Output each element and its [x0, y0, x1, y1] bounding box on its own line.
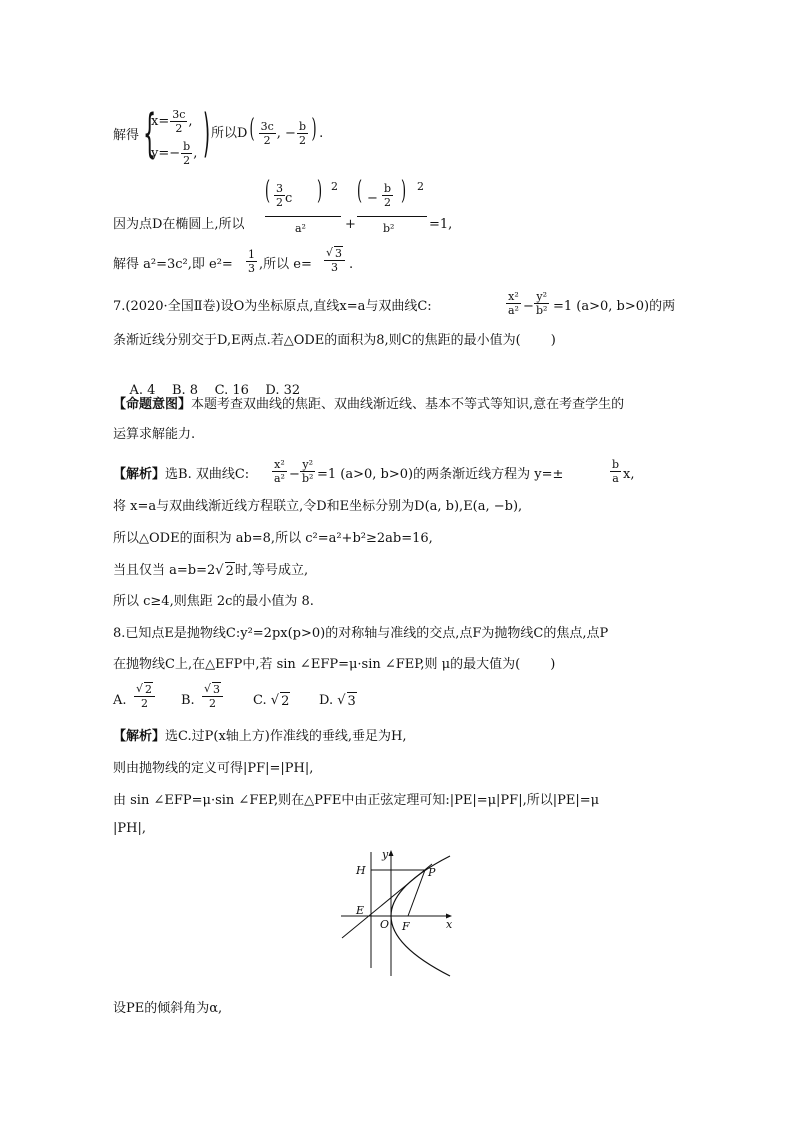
text: 由 sin ∠EFP=μ·sin ∠FEP,则在△PFE中由正弦定理可知:|PE|=μ|PF|,所以|PE|=μ	[113, 793, 600, 808]
ans7-line-2	[113, 498, 522, 516]
last-line	[113, 1000, 222, 1018]
text: 解得	[113, 128, 140, 143]
den: 2	[183, 154, 191, 167]
ans7-line-4	[113, 562, 308, 581]
text: 7.(2020·全国Ⅱ卷)设O为坐标原点,直线x=a与双曲线C:	[113, 299, 432, 314]
num: b	[612, 458, 620, 471]
sup: 2	[417, 180, 424, 193]
text: ,	[193, 146, 198, 161]
text: 当且仅当 a=b=2	[113, 563, 216, 578]
text: 选B. 双曲线C:	[165, 467, 250, 482]
text: )	[550, 333, 556, 348]
num: x²	[508, 290, 519, 303]
text: 将 x=a与双曲线渐近线方程联立,令D和E坐标分别为D(a, b),E(a, −b),	[113, 499, 523, 514]
sqrt: √ 2	[270, 693, 290, 709]
text: y=−	[151, 146, 181, 161]
label-h: H	[356, 864, 366, 877]
num	[134, 682, 155, 697]
den: 2	[298, 134, 306, 147]
paren: (	[357, 176, 363, 206]
fraction	[506, 290, 521, 317]
q7-line-2	[113, 332, 556, 350]
text: 在抛物线C上,在△EFP中,若 sin ∠EFP=μ·sin ∠FEP,则 μ的最大值为(	[113, 657, 521, 672]
num: y²	[302, 458, 314, 471]
text: 设PE的倾斜角为α,	[113, 1001, 223, 1016]
den: 2	[209, 697, 216, 710]
text: 条渐近线分别交于D,E两点.若△ODE的面积为8,则C的焦距的最小值为(	[113, 333, 521, 348]
den: a	[612, 472, 619, 485]
fraction-bar	[357, 216, 427, 217]
parabola-figure	[336, 846, 466, 986]
den: a²	[295, 222, 306, 235]
fraction	[134, 682, 155, 710]
option-b: B.	[181, 693, 195, 708]
ans8-line-2	[113, 760, 313, 778]
ans-label	[113, 466, 249, 484]
num: 1	[248, 248, 255, 261]
fraction	[610, 458, 621, 485]
text: =1 (a>0, b>0)的两条渐近线方程为 y=±	[317, 467, 564, 482]
text: 运算求解能力.	[113, 427, 196, 442]
den: b²	[383, 222, 395, 235]
right-brace: )	[203, 104, 211, 164]
sqrt: √ 3	[337, 693, 356, 709]
num: b	[298, 120, 306, 133]
point-d: 所以D( $\frac{3c}{2}$ , − $\frac{b}{2}$ ) .	[211, 114, 324, 147]
text: )	[550, 657, 556, 672]
text: −	[289, 467, 300, 482]
sup: 2	[331, 180, 338, 193]
fraction	[324, 246, 345, 274]
fraction	[170, 108, 187, 135]
sqrt: √ 2	[215, 563, 234, 579]
fraction	[202, 682, 223, 710]
text: −	[523, 299, 534, 314]
text: ,	[188, 114, 193, 129]
y-axis-arrow	[389, 850, 394, 856]
fraction-bar	[265, 216, 341, 217]
den: 2	[276, 196, 283, 209]
tag: 【解析】	[113, 729, 166, 744]
tag: 【解析】	[113, 467, 166, 482]
label-y: y	[382, 848, 389, 861]
option-c	[253, 692, 290, 711]
text: 本题考查双曲线的焦距、双曲线渐近线、基本不等式等知识,意在考查学生的	[191, 397, 625, 412]
paren: )	[311, 114, 317, 144]
text: |PH|,	[113, 821, 146, 836]
num: b	[183, 140, 191, 153]
text: x=	[151, 114, 170, 129]
label-f: F	[402, 920, 410, 933]
left-brace: {	[143, 104, 157, 164]
intent-line-2	[113, 426, 195, 444]
tag: 【命题意图】	[113, 397, 192, 412]
sqrt: √ 3	[326, 246, 343, 260]
den: 2	[263, 134, 271, 147]
den: b²	[302, 472, 314, 485]
text: 8.已知点E是抛物线C:y²=2px(p>0)的对称轴与准线的交点,点F为抛物线C的焦点,点P	[113, 626, 609, 641]
fraction	[297, 120, 308, 147]
text: , −	[276, 126, 296, 141]
text: 时,等号成立,	[234, 563, 309, 578]
radicand: 3	[213, 683, 221, 696]
fraction	[181, 140, 192, 167]
text: C.	[253, 693, 267, 708]
num: x²	[274, 458, 285, 471]
ans8-line-3	[113, 792, 599, 810]
text: +	[345, 217, 356, 232]
q8-line-2	[113, 656, 555, 674]
num: 3	[276, 182, 283, 195]
ans7-line-3	[113, 530, 433, 548]
text: =1,	[429, 217, 453, 232]
q8-line-1	[113, 625, 608, 643]
text: =1 (a>0, b>0)的两	[553, 299, 676, 314]
radicand: 3	[335, 247, 343, 260]
text: .	[349, 257, 354, 272]
option-a: A.	[113, 693, 127, 708]
text: 所以△ODE的面积为 ab=8,所以 c²=a²+b²≥2ab=16,	[113, 531, 433, 546]
paren: )	[401, 176, 407, 206]
num	[324, 246, 345, 261]
text: 解得 a²=3c²,即 e²=	[113, 257, 233, 272]
den: 2	[175, 122, 183, 135]
fraction	[300, 458, 315, 485]
paren: (	[265, 176, 271, 206]
intent-line-1	[113, 396, 624, 414]
fraction	[272, 458, 287, 485]
text: −	[367, 191, 378, 206]
label-e: E	[356, 904, 365, 917]
den: 2	[141, 697, 148, 710]
fraction	[259, 120, 276, 147]
sqrt: √ 3	[204, 682, 221, 696]
num: b	[384, 182, 392, 195]
num: 3c	[260, 120, 274, 133]
text: c	[285, 191, 293, 206]
den: a²	[508, 304, 519, 317]
num	[202, 682, 223, 697]
fraction	[382, 182, 393, 209]
fraction	[534, 290, 549, 317]
text: 因为点D在椭圆上,所以	[113, 217, 245, 232]
radicand: 2	[145, 683, 153, 696]
label-p: P	[428, 866, 436, 879]
den: 3	[248, 262, 255, 275]
options-text: A. 4 B. 8 C. 16 D. 32	[129, 383, 301, 398]
num: 3c	[172, 108, 186, 121]
den: b²	[536, 304, 548, 317]
text: 选C.过P(x轴上方)作准线的垂线,垂足为H,	[165, 729, 407, 744]
paren: (	[249, 114, 256, 144]
text: ,所以 e=	[259, 257, 312, 272]
sqrt: √ 2	[136, 682, 153, 696]
text: D.	[319, 693, 334, 708]
paren: )	[317, 176, 323, 206]
label-o: O	[380, 918, 390, 931]
radicand: 2	[225, 564, 234, 579]
ans8-line-4	[113, 820, 146, 838]
label-x: x	[446, 918, 453, 931]
text: 则由抛物线的定义可得|PF|=|PH|,	[113, 761, 314, 776]
text: x,	[623, 467, 635, 482]
ans7-line-5	[113, 593, 314, 611]
radicand: 3	[347, 694, 356, 709]
fraction	[274, 182, 285, 209]
ans8-line-1	[113, 728, 406, 746]
radicand: 2	[281, 694, 290, 709]
option-d	[319, 692, 357, 711]
text: 所以 c≥4,则焦距 2c的最小值为 8.	[113, 594, 314, 609]
x-eq	[151, 108, 193, 135]
text: 所以D	[211, 126, 248, 141]
den: 2	[384, 196, 392, 209]
fraction	[246, 248, 257, 275]
num: y²	[536, 290, 548, 303]
den: a²	[274, 472, 285, 485]
den: 3	[331, 261, 338, 274]
y-eq	[151, 140, 197, 167]
